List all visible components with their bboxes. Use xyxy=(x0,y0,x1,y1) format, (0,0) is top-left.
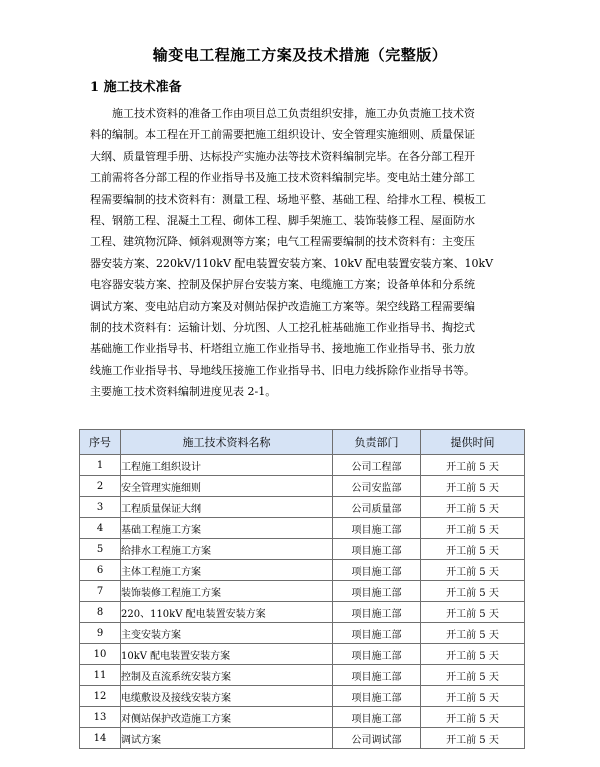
cell-dept: 项目施工部 xyxy=(333,644,421,665)
header-no: 序号 xyxy=(80,430,121,455)
paragraph-line: 工前需将各分部工程的作业指导书及施工技术资料编制完毕。变电站土建分部工 xyxy=(90,171,475,185)
cell-name: 电缆敷设及接线安装方案 xyxy=(121,686,333,707)
cell-name: 220、110kV 配电装置安装方案 xyxy=(121,602,333,623)
cell-name: 基础工程施工方案 xyxy=(121,518,333,539)
paragraph-line: 基础施工作业指导书、杆塔组立施工作业指导书、接地施工作业指导书、张力放 xyxy=(90,342,475,356)
paragraph-line: 大纲、质量管理手册、达标投产实施办法等技术资料编制完毕。在各分部工程开 xyxy=(90,149,475,163)
cell-name: 调试方案 xyxy=(121,728,333,749)
cell-dept: 项目施工部 xyxy=(333,686,421,707)
cell-dept: 项目施工部 xyxy=(333,707,421,728)
cell-no: 4 xyxy=(80,518,121,539)
table-row xyxy=(80,497,525,518)
cell-dept: 公司调试部 xyxy=(333,728,421,749)
cell-no: 2 xyxy=(80,476,121,497)
cell-no: 8 xyxy=(80,602,121,623)
cell-dept: 公司安监部 xyxy=(333,476,421,497)
header-time: 提供时间 xyxy=(421,430,525,455)
cell-dept: 项目施工部 xyxy=(333,665,421,686)
cell-no: 11 xyxy=(80,665,121,686)
table-row xyxy=(80,455,525,476)
cell-name: 给排水工程施工方案 xyxy=(121,539,333,560)
cell-no: 5 xyxy=(80,539,121,560)
paragraph-line: 程、钢筋工程、混凝土工程、砌体工程、脚手架施工、装饰装修工程、屋面防水 xyxy=(90,213,475,227)
cell-time: 开工前 5 天 xyxy=(421,455,525,476)
cell-time: 开工前 5 天 xyxy=(421,581,525,602)
cell-time: 开工前 5 天 xyxy=(421,497,525,518)
cell-time: 开工前 5 天 xyxy=(421,476,525,497)
cell-time: 开工前 5 天 xyxy=(421,644,525,665)
table-header-row xyxy=(80,430,525,455)
cell-name: 装饰装修工程施工方案 xyxy=(121,581,333,602)
cell-dept: 公司工程部 xyxy=(333,455,421,476)
cell-name: 主变安装方案 xyxy=(121,623,333,644)
cell-dept: 项目施工部 xyxy=(333,602,421,623)
cell-name: 对侧站保护改造施工方案 xyxy=(121,707,333,728)
paragraph-line: 工程、建筑物沉降、倾斜观测等方案；电气工程需要编制的技术资料有：主变压 xyxy=(90,235,475,249)
cell-no: 3 xyxy=(80,497,121,518)
cell-time: 开工前 5 天 xyxy=(421,560,525,581)
paragraph-line: 器安装方案、220kV/110kV 配电装置安装方案、10kV 配电装置安装方案、10kV xyxy=(90,256,494,270)
cell-no: 10 xyxy=(80,644,121,665)
document-title: 输变电工程施工方案及技术措施（完整版） xyxy=(152,46,448,64)
cell-name: 主体工程施工方案 xyxy=(121,560,333,581)
table-row xyxy=(80,476,525,497)
cell-time: 开工前 5 天 xyxy=(421,539,525,560)
cell-name: 控制及直流系统安装方案 xyxy=(121,665,333,686)
cell-time: 开工前 5 天 xyxy=(421,623,525,644)
cell-no: 9 xyxy=(80,623,121,644)
table-row xyxy=(80,623,525,644)
cell-no: 6 xyxy=(80,560,121,581)
paragraph-line: 线施工作业指导书、导地线压接施工作业指导书、旧电力线拆除作业指导书等。 xyxy=(90,363,475,377)
table-row xyxy=(80,518,525,539)
tech-doc-schedule-table xyxy=(79,429,525,749)
table-row xyxy=(80,644,525,665)
cell-name: 工程施工组织设计 xyxy=(121,455,333,476)
cell-no: 1 xyxy=(80,455,121,476)
paragraph-line: 程需要编制的技术资料有：测量工程、场地平整、基础工程、给排水工程、模板工 xyxy=(90,192,486,206)
cell-dept: 项目施工部 xyxy=(333,518,421,539)
cell-time: 开工前 5 天 xyxy=(421,518,525,539)
cell-time: 开工前 5 天 xyxy=(421,728,525,749)
paragraph-line: 施工技术资料的准备工作由项目总工负责组织安排，施工办负责施工技术资 xyxy=(112,107,475,120)
table-row xyxy=(80,602,525,623)
paragraph-line: 电容器安装方案、控制及保护屏台安装方案、电缆施工方案；设备单体和分系统 xyxy=(90,278,475,292)
cell-no: 14 xyxy=(80,728,121,749)
table-row xyxy=(80,581,525,602)
section-heading: 1 施工技术准备 xyxy=(90,80,182,95)
table-row xyxy=(80,560,525,581)
cell-name: 安全管理实施细则 xyxy=(121,476,333,497)
cell-time: 开工前 5 天 xyxy=(421,602,525,623)
table-row xyxy=(80,707,525,728)
cell-no: 7 xyxy=(80,581,121,602)
paragraph-line: 调试方案、变电站启动方案及对侧站保护改造施工方案等。架空线路工程需要编 xyxy=(90,299,475,313)
paragraph-line: 主要施工技术资料编制进度见表 2-1。 xyxy=(90,385,277,399)
table-row xyxy=(80,665,525,686)
header-name: 施工技术资料名称 xyxy=(121,430,333,455)
cell-dept: 项目施工部 xyxy=(333,623,421,644)
cell-dept: 项目施工部 xyxy=(333,581,421,602)
cell-time: 开工前 5 天 xyxy=(421,707,525,728)
cell-dept: 公司质量部 xyxy=(333,497,421,518)
cell-dept: 项目施工部 xyxy=(333,560,421,581)
cell-no: 13 xyxy=(80,707,121,728)
cell-dept: 项目施工部 xyxy=(333,539,421,560)
paragraph-line: 料的编制。本工程在开工前需要把施工组织设计、安全管理实施细则、质量保证 xyxy=(90,128,475,142)
cell-time: 开工前 5 天 xyxy=(421,686,525,707)
cell-time: 开工前 5 天 xyxy=(421,665,525,686)
paragraph-line: 制的技术资料有：运输计划、分坑图、人工挖孔桩基础施工作业指导书、掏挖式 xyxy=(90,320,475,334)
table-row xyxy=(80,728,525,749)
body-paragraph xyxy=(90,103,522,402)
cell-no: 12 xyxy=(80,686,121,707)
table-row xyxy=(80,686,525,707)
header-dept: 负责部门 xyxy=(333,430,421,455)
cell-name: 10kV 配电装置安装方案 xyxy=(121,644,333,665)
cell-name: 工程质量保证大纲 xyxy=(121,497,333,518)
table-row xyxy=(80,539,525,560)
